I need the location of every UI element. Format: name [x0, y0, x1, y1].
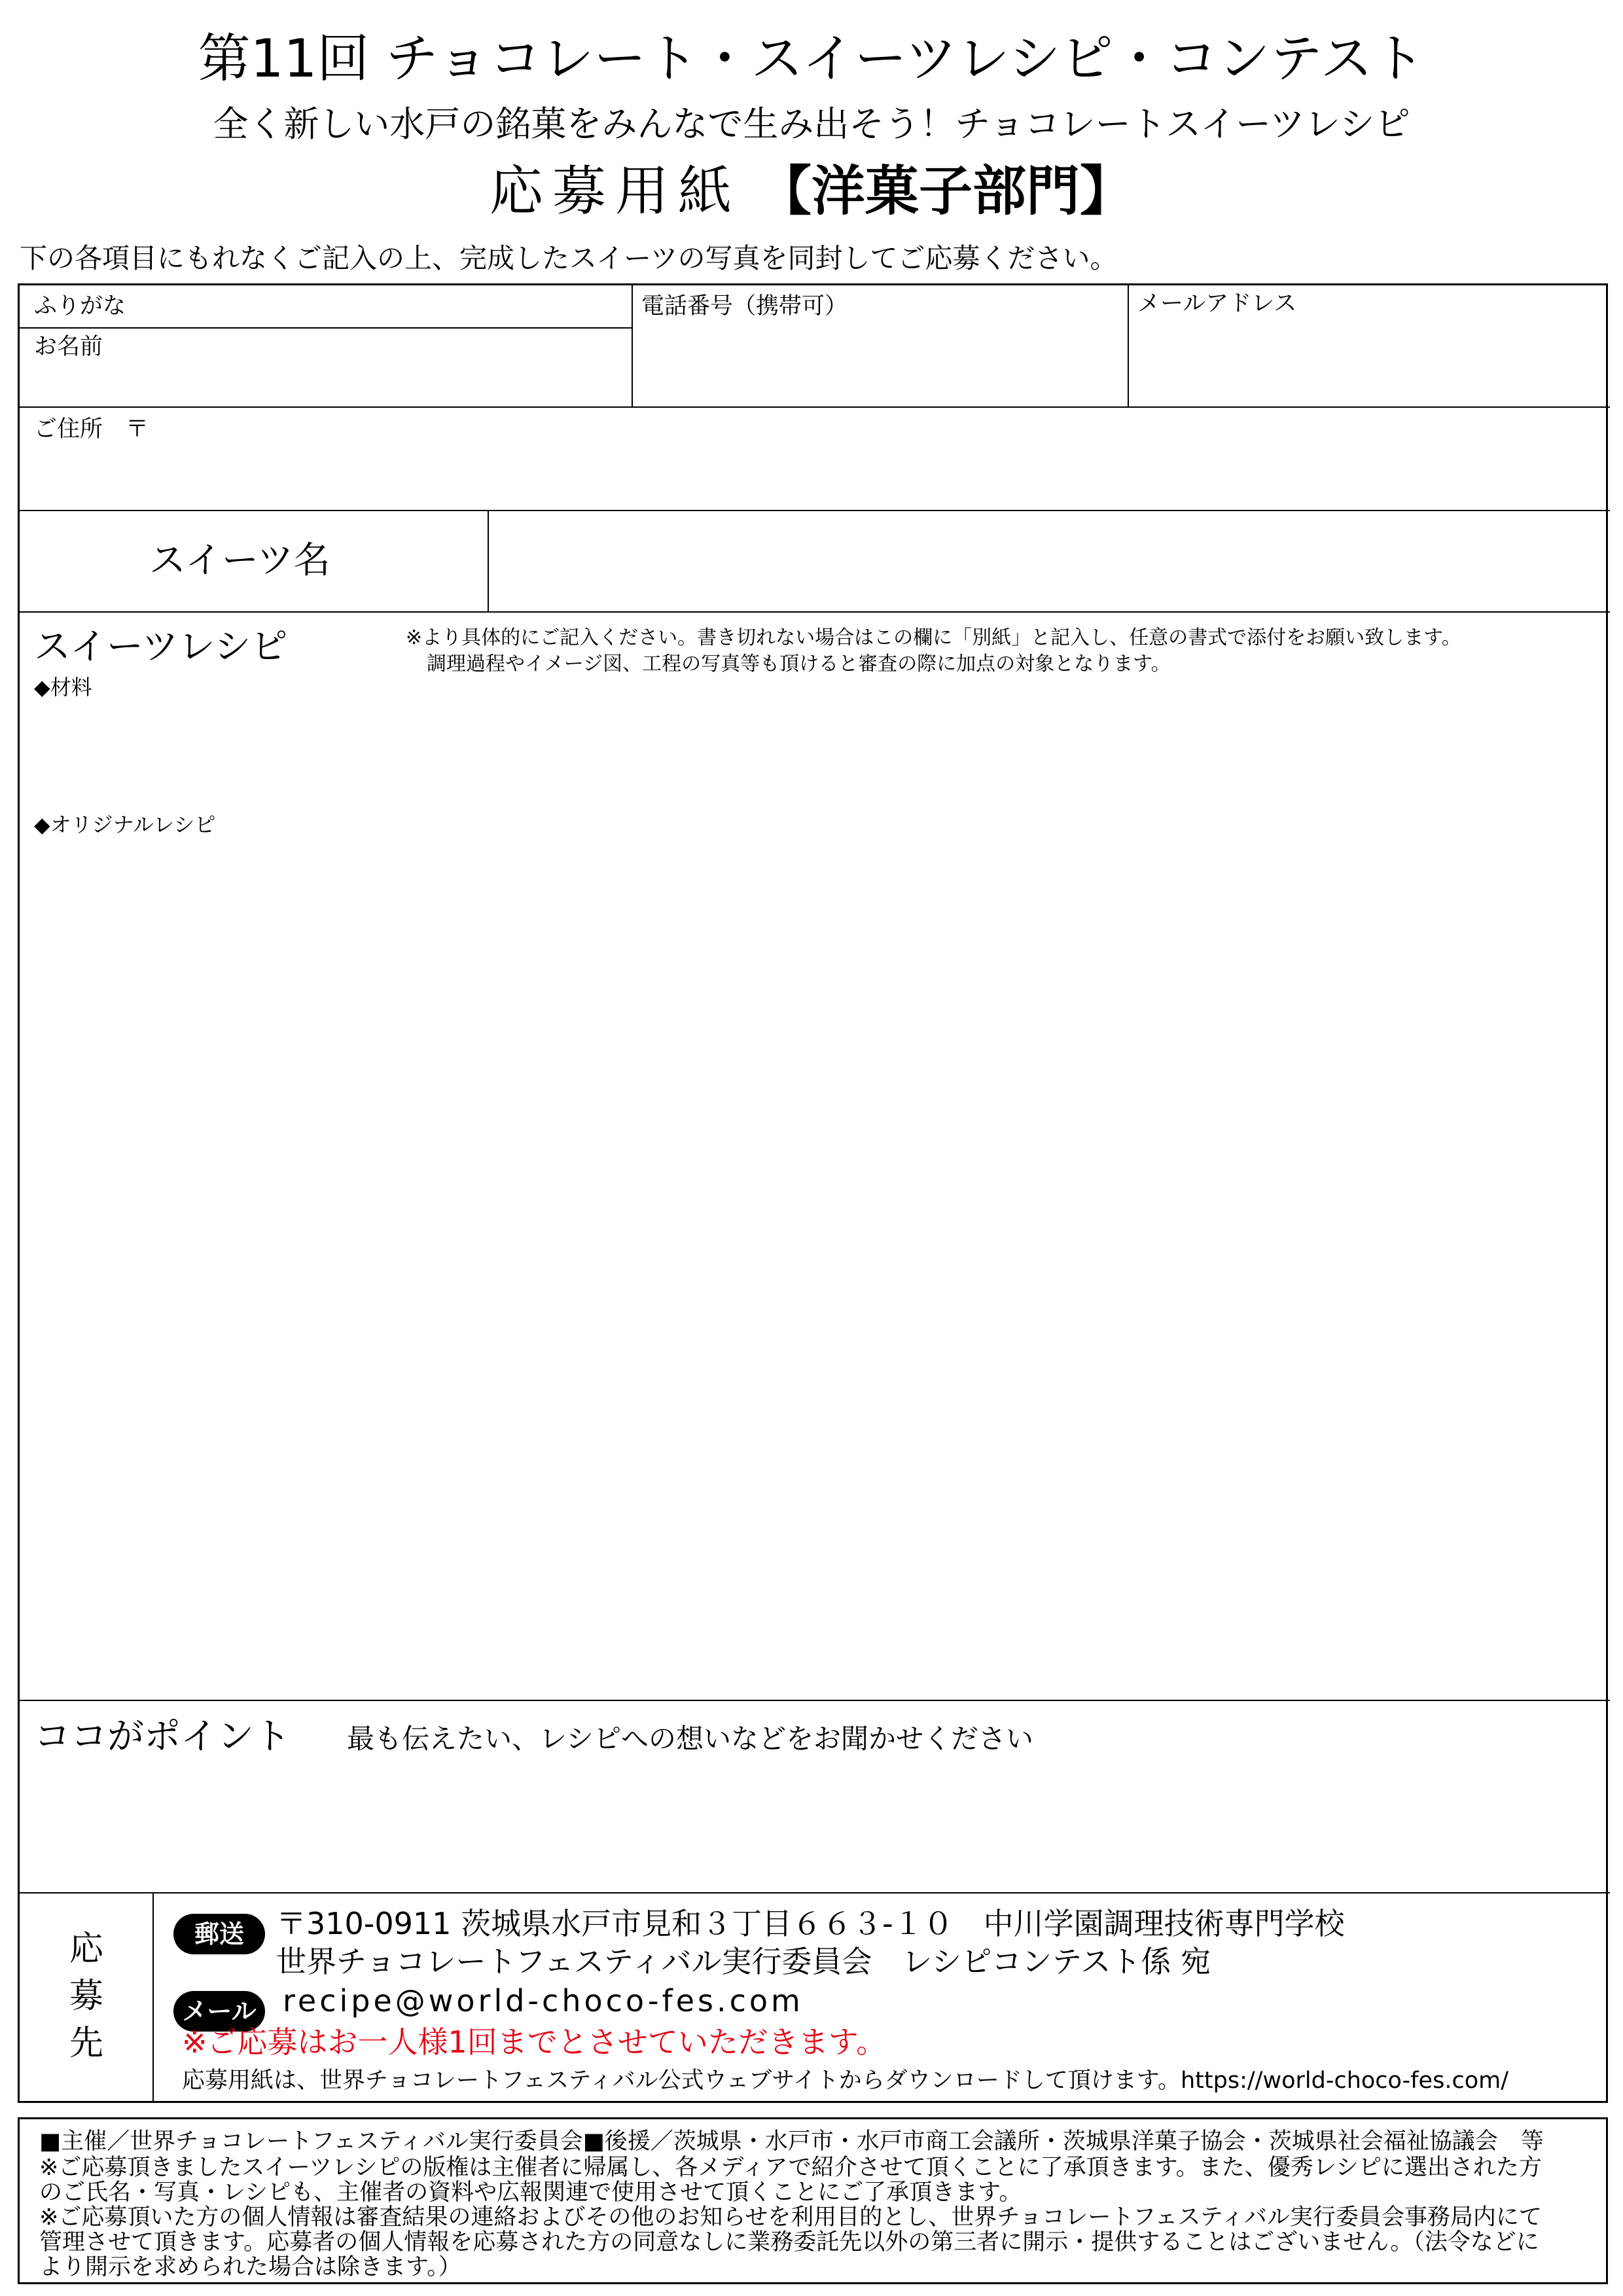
point-title: ココがポイント — [34, 1715, 291, 1758]
contest-subtitle: 全く新しい水戸の銘菓をみんなで生み出そう！チョコレートスイーツレシピ — [213, 103, 1410, 145]
furigana-label: ふりがな — [34, 293, 126, 319]
footer-line: ※ご応募頂きましたスイーツレシピの版権は主催者に帰属し、各メディアで紹介させて頂くことに了承頂きます。また、優秀レシピに選出された方 — [39, 2155, 1542, 2181]
email-address[interactable]: recipe@world-choco-fes.com — [283, 1983, 804, 2018]
email-badge: メール — [173, 1991, 265, 2032]
footer-line: ※ご応募頂いた方の個人情報は審査結果の連絡およびその他のお知らせを利用目的とし、世界チョコレートフェスティバル実行委員会事務局内にて — [39, 2204, 1542, 2231]
footer-line: ■主催／世界チョコレートフェスティバル実行委員会■後援／茨城県・水戸市・水戸市商工会議所・茨城県洋菓子協会・茨城県社会福祉協議会 等 — [39, 2128, 1544, 2155]
footer-line: のご氏名・写真・レシピも、主催者の資料や広報関連で使用させて頂くことにご了承頂きます。 — [39, 2179, 1022, 2206]
postal-address: 〒310-0911 茨城県水戸市見和３丁目６６３-１０ 中川学園調理技術専門学校 — [276, 1906, 1345, 1941]
ingredients-label: ◆材料 — [34, 675, 92, 700]
footer-notes — [18, 2117, 1608, 2284]
sweets-name-divider — [488, 510, 489, 611]
phone-email-divider — [1128, 285, 1129, 406]
row-divider — [20, 510, 1610, 511]
furigana-divider — [20, 327, 632, 329]
committee-address: 世界チョコレートフェスティバル実行委員会 レシピコンテスト係 宛 — [276, 1944, 1211, 1979]
destination-label-char: 応 — [69, 1929, 103, 1969]
address-label: ご住所 〒 — [34, 416, 149, 442]
destination-divider — [152, 1892, 154, 2103]
form-heading — [0, 156, 1623, 228]
download-note: 応募用紙は、世界チョコレートフェスティバル公式ウェブサイトからダウンロードして頂けます。https://world-choco-fes.com/ — [182, 2068, 1508, 2094]
original-recipe-label: ◆オリジナルレシピ — [34, 812, 216, 837]
email-label: メールアドレス — [1137, 291, 1297, 317]
sweets-name-label: スイーツ名 — [149, 539, 330, 582]
mail-badge: 郵送 — [173, 1914, 265, 1954]
destination-label-char: 募 — [69, 1977, 103, 2016]
department-label: 【洋菓子部門】 — [758, 160, 1134, 223]
row-divider — [20, 611, 1610, 613]
row-divider — [20, 1700, 1610, 1701]
phone-label: 電話番号（携帯可） — [641, 293, 848, 319]
name-phone-divider — [632, 285, 633, 406]
form-label: 応募用紙 — [489, 160, 741, 223]
footer-line: より開示を求められた場合は除きます。） — [39, 2254, 461, 2280]
recipe-title: スイーツレシピ — [34, 626, 288, 668]
footer-line: 管理させて頂きます。応募者の個人情報を応募された方の同意なしに業務委託先以外の第三者に開示・提供することはございません。（法令などに — [39, 2229, 1539, 2255]
instructions: 下の各項目にもれなくご記入の上、完成したスイーツの写真を同封してご応募ください。 — [20, 242, 1118, 274]
row-divider — [20, 406, 1610, 408]
name-label: お名前 — [34, 334, 103, 360]
recipe-note: ※より具体的にご記入ください。書き切れない場合はこの欄に「別紙」と記入し、任意の書式で添付をお願い致します。 — [406, 626, 1461, 649]
destination-label-char: 先 — [69, 2024, 103, 2063]
recipe-note: 調理過程やイメージ図、工程の写真等も頂けると審査の際に加点の対象となります。 — [427, 653, 1171, 675]
row-divider — [20, 1892, 1610, 1893]
limit-note: ※ご応募はお一人様1回までとさせていただきます。 — [182, 2024, 887, 2060]
contest-title: 第11回 チョコレート・スイーツレシピ・コンテスト — [198, 28, 1425, 89]
application-form — [18, 283, 1608, 2103]
point-note: 最も伝えたい、レシピへの想いなどをお聞かせください — [347, 1723, 1033, 1755]
